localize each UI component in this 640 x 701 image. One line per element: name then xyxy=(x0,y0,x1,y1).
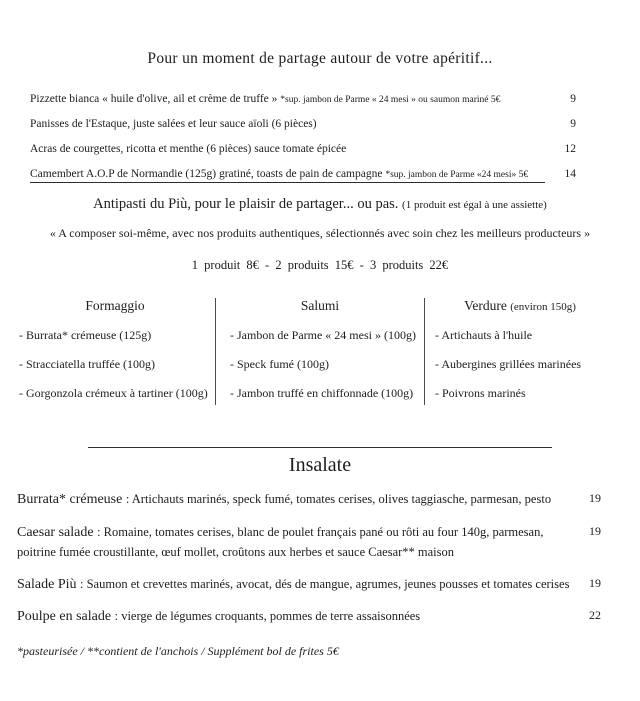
section-divider xyxy=(30,182,545,183)
antipasti-item: - Gorgonzola crémeux à tartiner (100g) xyxy=(19,386,208,400)
dish-price: 22 xyxy=(589,608,601,623)
antipasti-pricing: 1 produit 8€ - 2 produits 15€ - 3 produits 22€ xyxy=(191,258,449,272)
dish-name: Pizzette bianca « huile d'olive, ail et crème de truffe » xyxy=(30,93,281,105)
menu-row xyxy=(30,143,576,155)
menu-row xyxy=(30,168,576,180)
menu-row xyxy=(17,606,601,628)
dish-supplement-note: *sup. jambon de Parme « 24 mesi » ou saumon mariné 5€ xyxy=(280,95,501,105)
dish-description: : Saumon et crevettes marinés, avocat, dés de mangue, agrumes, jeunes pousses et tomates cerises xyxy=(80,576,570,591)
menu-row xyxy=(30,118,576,130)
allergen-footnote: *pasteurisée / **contient de l'anchois / Supplément bol de frites 5€ xyxy=(17,644,339,659)
antipasti-section-title xyxy=(0,196,640,213)
dish-name: Acras de courgettes, ricotta et menthe (6 pièces) sauce tomate épicée xyxy=(30,143,347,155)
column-header: Salumi xyxy=(300,298,340,313)
antipasti-item: - Poivrons marinés xyxy=(435,386,526,400)
menu-row xyxy=(17,522,601,563)
antipasti-item: - Stracciatella truffée (100g) xyxy=(19,357,156,371)
antipasti-item: - Jambon de Parme « 24 mesi » (100g) xyxy=(230,328,416,342)
dish-name: Camembert A.O.P de Normandie (125g) gratiné, toasts de pain de campagne xyxy=(30,168,386,180)
aperitif-list xyxy=(30,93,576,180)
dish-price: 19 xyxy=(589,523,601,538)
antipasti-item: - Burrata* crémeuse (125g) xyxy=(19,328,152,342)
dish-name: Poulpe en salade xyxy=(17,609,115,625)
dish-price: 19 xyxy=(589,491,601,505)
dish-name: Burrata* crémeuse xyxy=(17,492,126,507)
aperitif-section-title: Pour un moment de partage autour de votre apéritif... xyxy=(147,50,493,67)
dish-price: 19 xyxy=(589,575,601,590)
dish-description: : vierge de légumes croquants, pommes de terre assaisonnées xyxy=(114,609,421,624)
antipasti-title-note: (1 produit est égal à une assiette) xyxy=(402,199,547,211)
menu-row xyxy=(17,489,601,511)
insalate-section-title: Insalate xyxy=(288,454,352,476)
dish-supplement-note: *sup. jambon de Parme «24 mesi» 5€ xyxy=(385,170,529,180)
dish-name: Salade Più xyxy=(17,576,80,592)
antipasti-item: - Speck fumé (100g) xyxy=(230,357,329,371)
antipasti-title-text: Antipasti du Più, pour le plaisir de partager... ou pas. xyxy=(93,196,403,212)
antipasti-columns xyxy=(15,298,630,405)
antipasti-item: - Artichauts à l'huile xyxy=(435,328,533,342)
antipasti-column-verdure xyxy=(425,298,615,405)
antipasti-item: - Aubergines grillées marinées xyxy=(435,357,582,371)
insalate-list xyxy=(17,489,601,628)
dish-name: Panisses de l'Estaque, juste salées et leur sauce aïoli (6 pièces) xyxy=(30,118,317,130)
column-header: Verdure xyxy=(464,298,511,313)
dish-description: : Romaine, tomates cerises, blanc de poulet français pané ou rôti au four 140g, parmesan, poitrine fumée croustillante, œuf mollet, croûtons aux herbes et sauce Caesar** maison xyxy=(17,524,544,560)
dish-name: Caesar salade xyxy=(17,524,98,540)
menu-row xyxy=(17,574,601,596)
menu-row xyxy=(30,93,576,105)
dish-price: 14 xyxy=(564,168,576,180)
dish-price: 12 xyxy=(564,143,576,155)
column-header: Formaggio xyxy=(85,298,145,313)
dish-price: 9 xyxy=(570,93,576,105)
section-divider xyxy=(88,447,552,448)
antipasti-column-salumi xyxy=(215,298,425,405)
dish-description: : Artichauts marinés, speck fumé, tomates cerises, olives taggiasche, parmesan, pesto xyxy=(125,492,552,506)
antipasti-quote: « A composer soi-même, avec nos produits authentiques, sélectionnés avec soin chez les meilleurs producteurs » xyxy=(49,226,591,240)
antipasti-item: - Jambon truffé en chiffonnade (100g) xyxy=(230,386,414,400)
dish-price: 9 xyxy=(570,118,576,130)
antipasti-column-formaggio xyxy=(15,298,215,405)
column-header-note: (environ 150g) xyxy=(510,301,576,313)
